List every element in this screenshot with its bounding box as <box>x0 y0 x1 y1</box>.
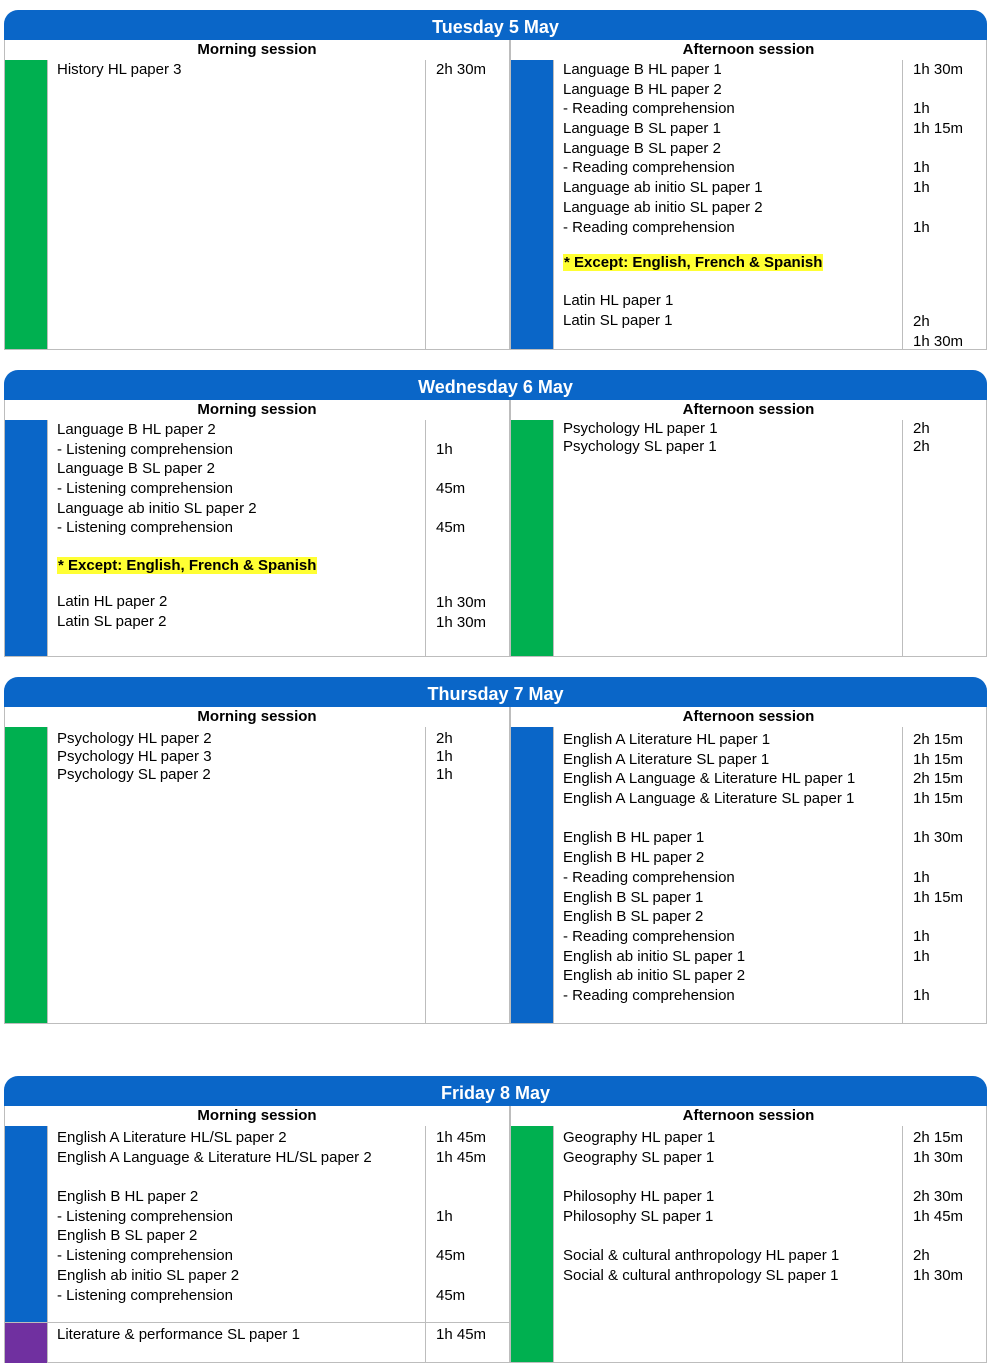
subject-group-strip <box>511 1126 553 1362</box>
exam-title: Geography HL paper 1 <box>563 1129 716 1146</box>
exam-duration: 1h 30m <box>436 613 487 631</box>
exam-title: English B SL paper 1 <box>563 888 704 906</box>
exception-note: * Except: English, French & Spanish <box>58 557 317 575</box>
exam-title: Philosophy SL paper 1 <box>563 1207 714 1225</box>
exam-duration: 1h <box>913 100 930 118</box>
afternoon-panel <box>510 420 987 657</box>
exam-duration: 1h <box>913 947 930 965</box>
exam-duration: 1h <box>913 927 930 945</box>
exam-duration: 1h <box>436 440 453 458</box>
exam-duration: 2h <box>913 313 930 331</box>
exam-duration: 1h 30m <box>913 829 964 847</box>
exam-duration: 1h <box>436 748 453 765</box>
exam-duration: 1h 45m <box>913 1207 964 1225</box>
exam-title: Latin SL paper 1 <box>563 311 673 329</box>
exam-title: - Reading comprehension <box>563 218 735 236</box>
exam-title: Language ab initio SL paper 2 <box>57 499 257 517</box>
morning-session-label: Morning session <box>4 1106 510 1126</box>
morning-panel <box>4 420 510 657</box>
exam-title: English ab initio SL paper 2 <box>57 1266 240 1284</box>
exam-title: English B HL paper 2 <box>563 849 705 867</box>
exam-title <box>57 1167 372 1187</box>
exam-duration: 45m <box>436 519 466 537</box>
exam-duration: 1h 15m <box>913 888 964 906</box>
exam-list <box>57 420 317 631</box>
exam-title: Latin HL paper 2 <box>57 592 168 610</box>
exam-duration: 45m <box>436 1286 466 1304</box>
exam-title: - Reading comprehension <box>563 100 735 118</box>
duration-list <box>913 730 963 1006</box>
exam-title: English B SL paper 2 <box>563 908 704 926</box>
exam-title: - Listening comprehension <box>57 480 233 498</box>
exam-duration <box>436 1167 486 1187</box>
exam-title <box>563 809 855 829</box>
exam-duration: 1h <box>913 986 930 1004</box>
exam-title: Psychology HL paper 1 <box>563 420 718 437</box>
afternoon-panel <box>510 60 987 350</box>
exam-title: Language B HL paper 2 <box>563 80 722 98</box>
exam-duration <box>913 139 963 159</box>
exam-title: English A Language & Literature HL/SL paper 2 <box>57 1148 372 1166</box>
exam-list <box>563 420 718 456</box>
exam-title: Latin HL paper 1 <box>563 291 674 309</box>
exam-duration: 2h <box>913 420 930 437</box>
subject-group-strip <box>5 420 47 656</box>
exam-title: English A Literature SL paper 1 <box>563 750 770 768</box>
day-header: Wednesday 6 May <box>4 370 987 400</box>
exam-title: English B HL paper 2 <box>57 1188 199 1206</box>
exam-title: English A Literature HL paper 1 <box>563 731 771 748</box>
exam-list <box>563 60 823 330</box>
exam-title: Language B HL paper 1 <box>563 61 722 78</box>
duration-list <box>913 1128 963 1286</box>
exam-duration: 2h 15m <box>913 1129 964 1146</box>
exam-title: - Reading comprehension <box>563 159 735 177</box>
subject-group-strip <box>5 1323 47 1363</box>
duration-list <box>436 730 453 784</box>
exam-duration <box>913 80 963 100</box>
exam-title: Latin SL paper 2 <box>57 612 167 630</box>
exam-duration: 2h 30m <box>913 1188 964 1206</box>
exam-duration: 45m <box>436 480 466 498</box>
exam-title: English ab initio SL paper 1 <box>563 947 746 965</box>
day-header: Thursday 7 May <box>4 677 987 707</box>
exam-list <box>563 730 855 1006</box>
exam-duration: 1h <box>913 179 930 197</box>
exam-title: Language B HL paper 2 <box>57 421 216 438</box>
exam-duration: 2h <box>913 1247 930 1265</box>
exam-title: Language ab initio SL paper 2 <box>563 198 763 216</box>
exam-duration <box>913 198 963 218</box>
exam-duration: 1h 15m <box>913 750 964 768</box>
exam-title: Language ab initio SL paper 1 <box>563 179 763 197</box>
subject-group-strip <box>511 420 553 656</box>
morning-panel <box>4 1126 510 1363</box>
exam-duration: 1h 15m <box>913 120 964 138</box>
exam-title: Psychology SL paper 2 <box>57 766 211 783</box>
exam-duration <box>913 1226 963 1246</box>
exam-list <box>57 60 182 80</box>
day-thursday <box>4 677 987 1025</box>
afternoon-panel <box>510 1126 987 1363</box>
exam-title: - Listening comprehension <box>57 519 233 537</box>
exam-list <box>563 1128 839 1286</box>
exam-duration <box>436 1226 486 1246</box>
exam-duration: 1h 45m <box>436 1326 487 1344</box>
exam-title: Language B SL paper 1 <box>563 120 721 138</box>
exam-list <box>57 1128 372 1345</box>
duration-list <box>436 60 486 80</box>
exam-title: Geography SL paper 1 <box>563 1148 715 1166</box>
exam-title: Philosophy HL paper 1 <box>563 1188 715 1206</box>
morning-panel <box>4 727 510 1024</box>
day-tuesday <box>4 10 987 350</box>
morning-session-label: Morning session <box>4 400 510 420</box>
afternoon-session-label: Afternoon session <box>510 400 987 420</box>
day-header: Friday 8 May <box>4 1076 987 1106</box>
exam-title: - Listening comprehension <box>57 1247 233 1265</box>
exam-duration: 1h 45m <box>436 1148 487 1166</box>
duration-list <box>436 420 486 633</box>
afternoon-session-label: Afternoon session <box>510 1106 987 1126</box>
exam-title: Psychology HL paper 3 <box>57 748 212 765</box>
exam-duration: 1h <box>913 868 930 886</box>
exception-note: * Except: English, French & Spanish <box>564 254 823 272</box>
exam-duration: 2h 30m <box>436 61 487 78</box>
exam-title: - Listening comprehension <box>57 1286 233 1304</box>
exam-title: - Listening comprehension <box>57 1207 233 1225</box>
exam-duration <box>913 809 963 829</box>
exam-title <box>563 1167 839 1187</box>
exam-duration: 1h 45m <box>436 1129 487 1146</box>
exam-title: - Listening comprehension <box>57 440 233 458</box>
exam-title: English A Language & Literature SL paper 1 <box>563 790 855 808</box>
exam-duration: 1h 30m <box>913 1266 964 1284</box>
exam-duration <box>436 1187 486 1207</box>
exam-duration <box>913 966 963 986</box>
exam-title: - Reading comprehension <box>563 868 735 886</box>
exam-duration: 1h <box>913 218 930 236</box>
day-wednesday <box>4 370 987 658</box>
exam-title: Language B SL paper 2 <box>57 460 215 478</box>
exam-duration: 45m <box>436 1247 466 1265</box>
exam-duration <box>913 1167 963 1187</box>
exam-title: English A Language & Literature HL paper 1 <box>563 770 856 788</box>
exam-duration: 1h 30m <box>913 61 964 78</box>
morning-session-label: Morning session <box>4 40 510 60</box>
exam-title: History HL paper 3 <box>57 61 182 78</box>
exam-title: - Reading comprehension <box>563 986 735 1004</box>
exam-title: - Reading comprehension <box>563 927 735 945</box>
subject-group-strip <box>5 1126 47 1322</box>
exam-duration <box>436 1266 486 1286</box>
exam-duration <box>436 499 486 519</box>
exam-duration: 2h 15m <box>913 731 964 748</box>
exam-duration: 1h <box>436 766 453 783</box>
exam-duration <box>913 907 963 927</box>
exam-title: English ab initio SL paper 2 <box>563 967 746 985</box>
exam-title: Social & cultural anthropology SL paper 1 <box>563 1266 839 1284</box>
day-friday <box>4 1076 987 1366</box>
afternoon-panel <box>510 727 987 1024</box>
exam-duration: 1h 15m <box>913 790 964 808</box>
morning-panel <box>4 60 510 350</box>
exam-title: English A Literature HL/SL paper 2 <box>57 1129 287 1146</box>
exam-duration <box>913 848 963 868</box>
exam-duration <box>436 420 486 440</box>
exam-duration: 1h 30m <box>913 1148 964 1166</box>
duration-list <box>436 1128 486 1345</box>
subject-group-strip <box>511 727 553 1023</box>
exam-duration: 2h <box>436 730 453 747</box>
exam-title <box>563 1226 839 1246</box>
exam-title: English B HL paper 1 <box>563 829 705 847</box>
afternoon-session-label: Afternoon session <box>510 707 987 727</box>
exam-duration: 2h 15m <box>913 770 964 788</box>
exam-title: Literature & performance SL paper 1 <box>57 1326 300 1344</box>
exam-duration: 2h <box>913 438 930 455</box>
exam-title: Social & cultural anthropology HL paper 1 <box>563 1247 840 1265</box>
exam-title: Psychology SL paper 1 <box>563 438 717 455</box>
exam-duration: 1h 30m <box>436 594 487 612</box>
subject-group-strip <box>511 60 553 349</box>
exam-title: English B SL paper 2 <box>57 1227 198 1245</box>
duration-list <box>913 420 930 456</box>
duration-list <box>913 60 963 352</box>
subject-group-strip <box>5 727 47 1023</box>
exam-title: Psychology HL paper 2 <box>57 730 212 747</box>
exam-list <box>57 730 212 784</box>
subject-group-strip <box>5 60 47 349</box>
exam-duration <box>436 459 486 479</box>
exam-duration: 1h <box>436 1207 453 1225</box>
day-header: Tuesday 5 May <box>4 10 987 40</box>
exam-duration: 1h 30m <box>913 332 964 350</box>
exam-title: Language B SL paper 2 <box>563 139 721 157</box>
morning-session-label: Morning session <box>4 707 510 727</box>
afternoon-session-label: Afternoon session <box>510 40 987 60</box>
exam-duration: 1h <box>913 159 930 177</box>
